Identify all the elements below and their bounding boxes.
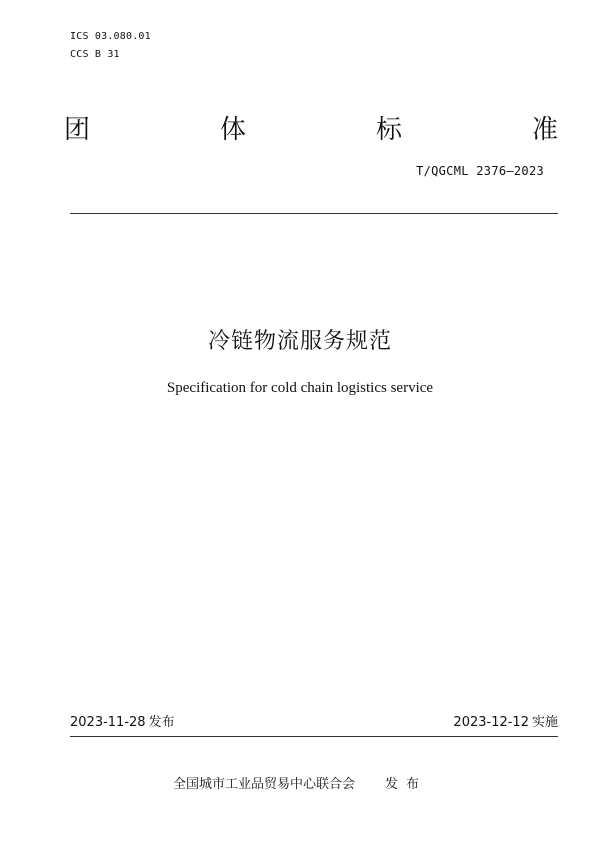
ics-code: ICS 03.080.01 bbox=[70, 31, 151, 42]
ccs-code: CCS B 31 bbox=[70, 49, 120, 60]
release-label: 发布 bbox=[148, 715, 175, 730]
standard-type-char: 准 bbox=[531, 115, 558, 145]
standard-type-char: 标 bbox=[375, 115, 402, 145]
publish-action: 发布 bbox=[385, 777, 428, 792]
classification-codes bbox=[70, 28, 151, 64]
standard-type-heading bbox=[64, 112, 558, 148]
footer-divider bbox=[70, 736, 558, 737]
dates-row bbox=[70, 714, 558, 732]
standard-type-char: 体 bbox=[219, 115, 246, 145]
publisher-name: 全国城市工业品贸易中心联合会 bbox=[172, 777, 355, 792]
implementation-label: 实施 bbox=[531, 715, 558, 730]
release-date-block bbox=[70, 714, 175, 732]
implementation-date: 2023-12-12 bbox=[453, 715, 529, 730]
document-title-chinese: 冷链物流服务规范 bbox=[207, 329, 392, 354]
publisher-line bbox=[0, 776, 600, 794]
implementation-date-block bbox=[453, 714, 558, 732]
standard-number: T/QGCML 2376—2023 bbox=[416, 164, 544, 178]
document-title-english: Specification for cold chain logistics service bbox=[166, 380, 434, 396]
release-date: 2023-11-28 bbox=[70, 715, 146, 730]
header-divider bbox=[70, 213, 558, 214]
standard-type-char: 团 bbox=[64, 115, 91, 145]
